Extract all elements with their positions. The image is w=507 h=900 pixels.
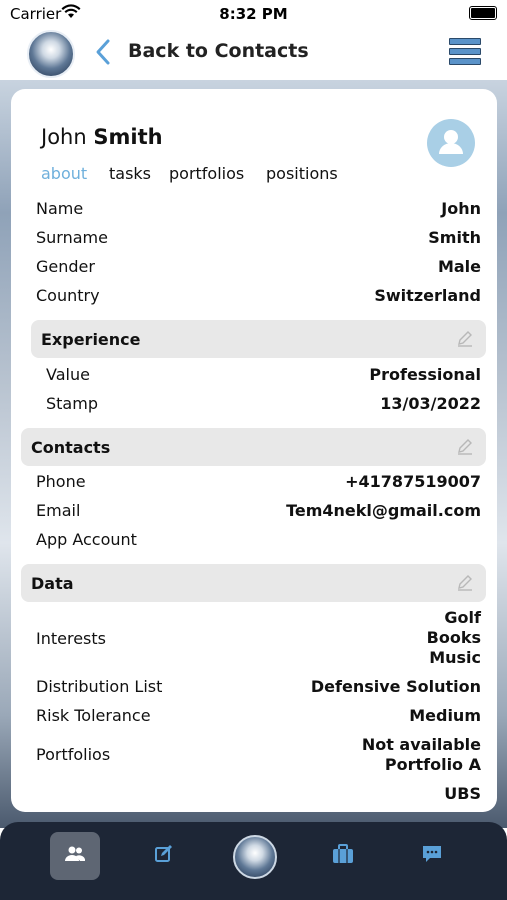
edit-data-icon[interactable] [456,574,474,596]
contact-name [41,125,163,149]
contacts-title: Contacts [31,438,111,457]
bank-row [11,784,497,812]
distribution-row [11,677,497,705]
distribution-label: Distribution List [36,677,163,696]
status-bar [0,0,507,28]
interests-row [11,629,497,657]
battery-icon [469,6,497,20]
app-account-row [11,530,497,558]
experience-stamp-row [11,394,497,422]
name-row [11,199,497,227]
back-chevron-icon[interactable] [92,38,114,70]
risk-value: Medium [409,706,481,725]
name-value: John [441,199,481,218]
country-value: Switzerland [374,286,481,305]
experience-section-header [31,320,486,358]
phone-row [11,472,497,500]
interests-values [427,608,481,668]
bottom-tab-bar [0,822,507,900]
chat-tab[interactable] [407,832,457,880]
gender-value: Male [437,257,481,276]
contacts-section-header [21,428,486,466]
first-name: John [41,125,87,149]
portfolio-item: Portfolio A [384,755,481,774]
data-title: Data [31,574,74,593]
user-avatar-icon[interactable] [427,119,475,167]
experience-stamp-label: Stamp [46,394,98,413]
experience-value: Professional [369,365,481,384]
last-name: Smith [93,125,163,149]
bank-value: UBS [444,784,481,803]
portfolio-item: Not available [361,735,481,754]
briefcase-icon [331,843,355,869]
portfolio-tab[interactable] [318,832,368,880]
app-account-label: App Account [36,530,137,549]
email-row [11,501,497,529]
country-row [11,286,497,314]
portfolios-label: Portfolios [36,745,111,764]
experience-title: Experience [41,330,141,349]
tab-tasks[interactable]: tasks [109,164,152,183]
contact-card [11,89,497,812]
surname-label: Surname [36,228,108,247]
surname-value: Smith [428,228,481,247]
experience-stamp-value: 13/03/2022 [380,394,481,413]
distribution-value: Defensive Solution [310,677,481,696]
phone-label: Phone [36,472,86,491]
tab-portfolios[interactable]: portfolios [169,164,245,183]
contacts-tab[interactable] [50,832,100,880]
contacts-icon [64,845,86,867]
name-label: Name [36,199,84,218]
interests-label: Interests [36,629,106,648]
gender-row [11,257,497,285]
email-value[interactable]: Tem4nekl@gmail.com [286,501,481,520]
interest-item: Books [426,628,481,647]
interest-item: Music [429,648,481,667]
country-label: Country [36,286,100,305]
interest-item: Golf [444,608,481,627]
carrier-label: Carrier [10,5,62,23]
edit-experience-icon[interactable] [456,330,474,352]
clock: 8:32 PM [219,5,288,23]
edit-tab[interactable] [139,832,189,880]
surname-row [11,228,497,256]
experience-value-label: Value [46,365,90,384]
risk-row [11,706,497,734]
gender-label: Gender [36,257,95,276]
email-label: Email [36,501,81,520]
phone-value[interactable]: +41787519007 [345,472,481,491]
app-logo-avatar[interactable] [27,30,75,78]
menu-icon[interactable] [449,38,481,68]
back-to-contacts-button[interactable]: Back to Contacts [128,40,309,62]
tab-positions[interactable]: positions [266,164,338,183]
tab-about[interactable]: about [41,164,88,183]
risk-label: Risk Tolerance [36,706,151,725]
edit-contacts-icon[interactable] [456,438,474,460]
chat-icon [421,844,443,868]
home-avatar[interactable] [233,835,277,879]
experience-value-row [11,365,497,393]
nav-bar [0,28,507,80]
data-section-header [21,564,486,602]
portfolios-values [362,735,481,775]
edit-icon [153,843,175,869]
